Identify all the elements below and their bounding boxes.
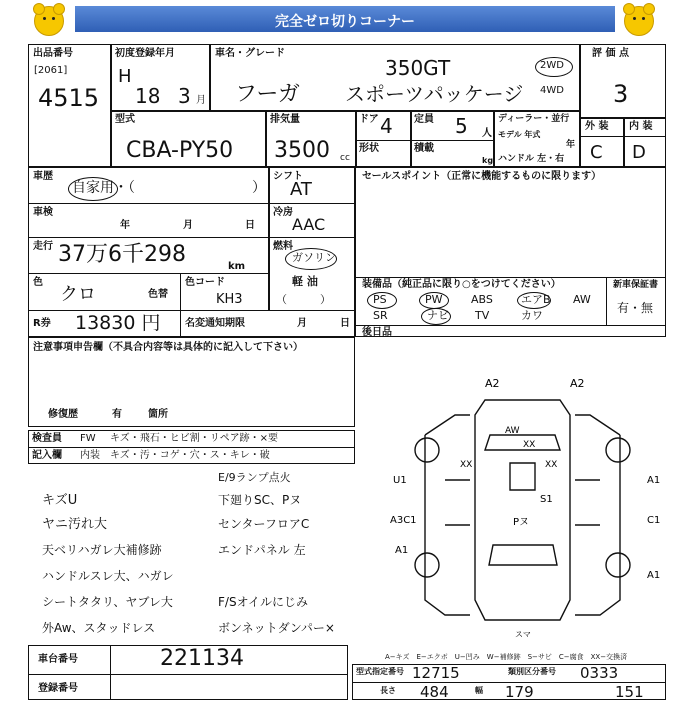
fuel-label: 燃料 bbox=[273, 241, 293, 252]
entry-opts: キズ・汚・コゲ・穴・ス・キレ・破 bbox=[110, 450, 270, 461]
class-no-value: 0333 bbox=[580, 664, 619, 682]
height-value: 151 bbox=[615, 683, 644, 701]
notes-handwritten bbox=[28, 466, 355, 642]
equip-navi: ナビ bbox=[427, 309, 449, 322]
inspection-month: 月 bbox=[183, 220, 193, 231]
spec-no-value: 12715 bbox=[412, 664, 460, 682]
model-year-label: モデル 年式 bbox=[498, 130, 541, 139]
note-item: エンドパネル 左 bbox=[218, 543, 306, 557]
dealer-label: ディーラー・並行 bbox=[498, 114, 570, 124]
note-item: F/Sオイルにじみ bbox=[218, 595, 308, 609]
fuel-value: ガソリン bbox=[292, 251, 336, 264]
equip-abs: ABS bbox=[471, 293, 493, 306]
damage-legend: A−キズ E−エクボ U−凹み W−補修跡 S−サビ C−腐食 XX−交換済 bbox=[385, 653, 628, 661]
diagram-mark-a2-right: A2 bbox=[570, 377, 585, 390]
r-ticket-value: 13830 円 bbox=[75, 312, 161, 334]
displacement-label: 排気量 bbox=[270, 114, 300, 125]
drive-2wd: 2WD bbox=[540, 60, 564, 71]
load-label: 積載 bbox=[414, 143, 434, 154]
reg-no-label: 登録番号 bbox=[38, 683, 78, 694]
color-code-value: KH3 bbox=[216, 292, 243, 307]
equip-pw: PW bbox=[425, 293, 443, 306]
history-close: ） bbox=[252, 180, 266, 196]
rear-seat-label: 後日品 bbox=[362, 327, 392, 338]
diagram-mark-sumo: スマ bbox=[515, 630, 531, 639]
notes-label: 注意事項申告欄（不具合内容等は具体的に記入して下さい） bbox=[33, 342, 303, 353]
inspection-label: 車検 bbox=[33, 207, 53, 218]
note-item: 天ベリハガレ大補修跡 bbox=[42, 543, 162, 557]
exterior-grade-value: C bbox=[590, 142, 603, 163]
person-label: 人 bbox=[482, 128, 492, 139]
capacity-value: 5 bbox=[455, 114, 468, 138]
grade-value: スポーツパッケージ bbox=[345, 82, 524, 106]
diagram-mark-xx2: XX bbox=[460, 460, 473, 470]
reg-year-value: 18 bbox=[135, 84, 161, 108]
color-value: クロ bbox=[60, 284, 96, 305]
warranty-opts: 有・無 bbox=[617, 301, 654, 315]
note-item: ヤニ汚れ大 bbox=[42, 517, 108, 532]
equip-tv: TV bbox=[475, 309, 490, 322]
km-label: km bbox=[228, 261, 246, 272]
diagram-mark-u1: U1 bbox=[393, 475, 407, 486]
type-value: CBA-PY50 bbox=[126, 138, 234, 163]
inspection-year: 年 bbox=[120, 220, 130, 231]
lot-no-value: 4515 bbox=[38, 84, 100, 112]
r-ticket-label: R券 bbox=[33, 318, 51, 329]
drive-4wd: 4WD bbox=[540, 85, 564, 96]
type-label: 型式 bbox=[115, 114, 135, 125]
header-title-bar bbox=[75, 6, 615, 32]
note-item: 下廻りSC、Pヌ bbox=[218, 493, 302, 507]
diagram-mark-pw: Pヌ bbox=[513, 517, 530, 528]
interior-grade-value: D bbox=[632, 142, 646, 163]
repair-history-label: 修復歴 bbox=[48, 409, 78, 420]
lot-no-label: 出品番号 bbox=[33, 48, 73, 59]
era-value: H bbox=[118, 66, 132, 87]
length-label: 長さ bbox=[380, 686, 396, 695]
equipment-grid bbox=[361, 292, 605, 324]
equip-ps: PS bbox=[373, 293, 387, 306]
cc-unit: cc bbox=[340, 153, 350, 163]
rating-label: 評 価 点 bbox=[592, 48, 629, 59]
exterior-label: 外 装 bbox=[585, 121, 609, 132]
color-code-paren: （ ） bbox=[276, 293, 331, 306]
handle-label: ハンドル 左・右 bbox=[498, 154, 565, 164]
lot-code: [2061] bbox=[34, 65, 68, 76]
model-name-value: フーガ bbox=[235, 82, 300, 107]
equip-aw: AW bbox=[573, 293, 591, 306]
diagram-mark-xx3: XX bbox=[545, 460, 558, 470]
mileage-label: 走行 bbox=[33, 241, 53, 252]
chassis-value: 221134 bbox=[160, 646, 244, 671]
displacement-value: 3500 bbox=[274, 138, 330, 163]
width-value: 179 bbox=[505, 683, 534, 701]
first-reg-label: 初度登録年月 bbox=[115, 48, 175, 59]
length-value: 484 bbox=[420, 683, 449, 701]
equipment-label: 装備品（純正品に限り○をつけてください） bbox=[362, 279, 561, 290]
history-value: 自家用・（ bbox=[72, 180, 135, 196]
repair-place-label: 箇所 bbox=[148, 409, 168, 420]
kg-label: kg bbox=[482, 156, 494, 165]
sales-point-label: セールスポイント（正常に機能するものに限ります） bbox=[362, 171, 602, 182]
note-item: ハンドルスレ大、ハガレ bbox=[42, 569, 174, 583]
note-item: ボンネットダンパー× bbox=[218, 621, 335, 635]
mascot-right-icon bbox=[624, 6, 654, 36]
capacity-label: 定員 bbox=[414, 114, 434, 125]
reg-month-unit: 月 bbox=[196, 95, 206, 106]
note-item: センターフロアC bbox=[218, 517, 310, 531]
spec-no-label: 型式指定番号 bbox=[356, 667, 404, 676]
vehicle-damage-diagram bbox=[385, 375, 670, 645]
shift-label: シフト bbox=[273, 171, 303, 182]
width-label: 幅 bbox=[475, 686, 483, 695]
diagram-mark-a2-left: A2 bbox=[485, 377, 500, 390]
shape-label: 形状 bbox=[359, 143, 379, 154]
chassis-label: 車台番号 bbox=[38, 654, 78, 665]
shift-value: AT bbox=[290, 179, 312, 200]
equip-airbag: エアB bbox=[521, 293, 551, 306]
reg-month-value: 3 bbox=[178, 84, 191, 108]
model-grade-label: 車名・グレード bbox=[215, 48, 285, 59]
ac-value: AAC bbox=[292, 215, 326, 234]
diagram-mark-a1-left: A1 bbox=[395, 545, 409, 556]
note-item: シートタタリ、ヤブレ大 bbox=[42, 595, 173, 609]
diagram-mark-aw: AW bbox=[505, 426, 520, 436]
new-warranty-label: 新車保証書 bbox=[613, 280, 659, 290]
class-no-label: 類別区分番号 bbox=[508, 667, 556, 676]
doors-label: ドア bbox=[359, 114, 379, 125]
color-swap-label: 色替 bbox=[148, 289, 168, 300]
note-item: 外Aw、スタッドレス bbox=[42, 621, 156, 635]
inspector-opts: キズ・飛石・ヒビ割・リペア跡・×要 bbox=[110, 433, 278, 444]
grade-top-value: 350GT bbox=[385, 56, 451, 80]
diagram-mark-xx: XX bbox=[523, 440, 536, 450]
interior-label: 内 装 bbox=[629, 121, 653, 132]
diagram-mark-a1-right: A1 bbox=[647, 475, 661, 486]
year-unit-label: 年 bbox=[566, 140, 576, 150]
inspector-fw: FW bbox=[80, 433, 96, 444]
equip-leather: カワ bbox=[521, 309, 543, 322]
diagram-mark-a1-rf: A1 bbox=[647, 570, 661, 581]
mascot-left-icon bbox=[34, 6, 64, 36]
note-item: E/9ランプ点火 bbox=[218, 471, 291, 484]
ac-label: 冷房 bbox=[273, 207, 293, 218]
diagram-mark-a3c1: A3C1 bbox=[390, 515, 417, 526]
mileage-value: 37万6千298 bbox=[58, 242, 186, 267]
entry-label: 記入欄 bbox=[32, 450, 62, 461]
history-label: 車歴 bbox=[33, 171, 53, 182]
color-label: 色 bbox=[33, 277, 43, 288]
diagram-mark-c1: C1 bbox=[647, 515, 661, 526]
name-change-label: 名変通知期限 bbox=[185, 318, 245, 329]
repair-yes-label: 有 bbox=[112, 409, 122, 420]
name-change-month: 月 bbox=[297, 318, 307, 329]
name-change-day: 日 bbox=[340, 318, 350, 329]
header-bar bbox=[0, 0, 700, 40]
inspection-day: 日 bbox=[245, 220, 255, 231]
color-code-label: 色コード bbox=[185, 277, 225, 288]
diagram-mark-s1: S1 bbox=[540, 494, 553, 505]
diesel-label: 軽 油 bbox=[292, 275, 318, 288]
doors-value: 4 bbox=[380, 114, 393, 138]
equip-sr: SR bbox=[373, 309, 388, 322]
inspector-label: 検査員 bbox=[32, 433, 62, 444]
header-title: 完全ゼロ切りコーナー bbox=[275, 14, 415, 30]
rating-value: 3 bbox=[613, 80, 629, 108]
note-item: キズU bbox=[42, 493, 78, 508]
entry-interior: 内装 bbox=[80, 450, 100, 461]
